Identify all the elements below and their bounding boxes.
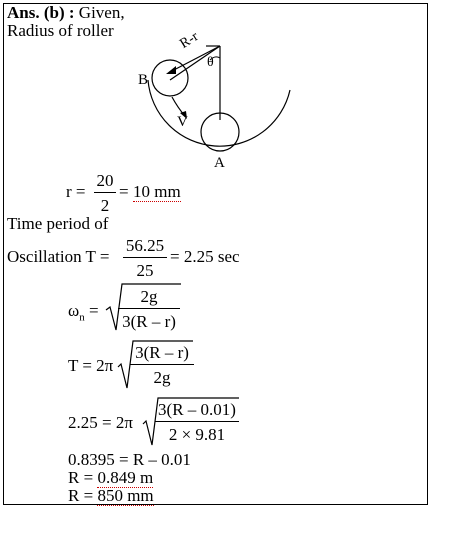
r-denominator: 2 xyxy=(100,196,110,215)
line-R-mm xyxy=(68,487,154,504)
omega-subscript: n xyxy=(79,311,85,324)
oscillation-denominator: 25 xyxy=(136,261,154,280)
oscillation-rhs: = 2.25 sec xyxy=(170,247,240,266)
R-m-value: 0.849 m xyxy=(97,468,154,487)
sub-denominator: 2 × 9.81 xyxy=(168,425,226,444)
R-mm-prefix: R = xyxy=(68,486,94,505)
sub-numerator: 3(R – 0.01) xyxy=(158,400,236,419)
label-A: A xyxy=(214,155,225,171)
label-theta: θ xyxy=(207,55,214,70)
label-V: V xyxy=(177,114,188,130)
oscillation-numerator: 56.25 xyxy=(125,236,165,255)
line-R-m xyxy=(68,469,153,486)
label-R-r: R-r xyxy=(177,29,202,52)
line-0-8395: 0.8395 = R – 0.01 xyxy=(68,450,191,469)
omega-symbol: ω xyxy=(68,301,80,320)
T-lhs: T = 2π xyxy=(68,356,114,375)
sub-fraction xyxy=(155,401,239,443)
label-B: B xyxy=(138,72,149,88)
radius-label: Radius of roller xyxy=(7,21,114,40)
omega-denominator: 3(R – r) xyxy=(122,312,176,331)
omega-equals: = xyxy=(88,301,99,320)
T-denominator: 2g xyxy=(153,368,171,387)
sub-lhs: 2.25 = 2π xyxy=(68,413,133,432)
given-label: Given, xyxy=(78,3,125,22)
r-equals: = xyxy=(119,182,129,201)
r-result-value: 10 mm xyxy=(133,182,181,201)
r-lhs: r = xyxy=(66,182,86,201)
R-m-prefix: R = xyxy=(68,468,94,487)
time-period-label: Time period of xyxy=(7,214,109,233)
omega-numerator: 2g xyxy=(140,287,158,306)
oscillation-lhs: Oscillation T = xyxy=(7,247,110,266)
answer-label: Ans. (b) : xyxy=(7,3,75,22)
r-numerator: 20 xyxy=(96,171,114,190)
T-numerator: 3(R – r) xyxy=(135,343,189,362)
R-mm-value: 850 mm xyxy=(97,486,154,505)
